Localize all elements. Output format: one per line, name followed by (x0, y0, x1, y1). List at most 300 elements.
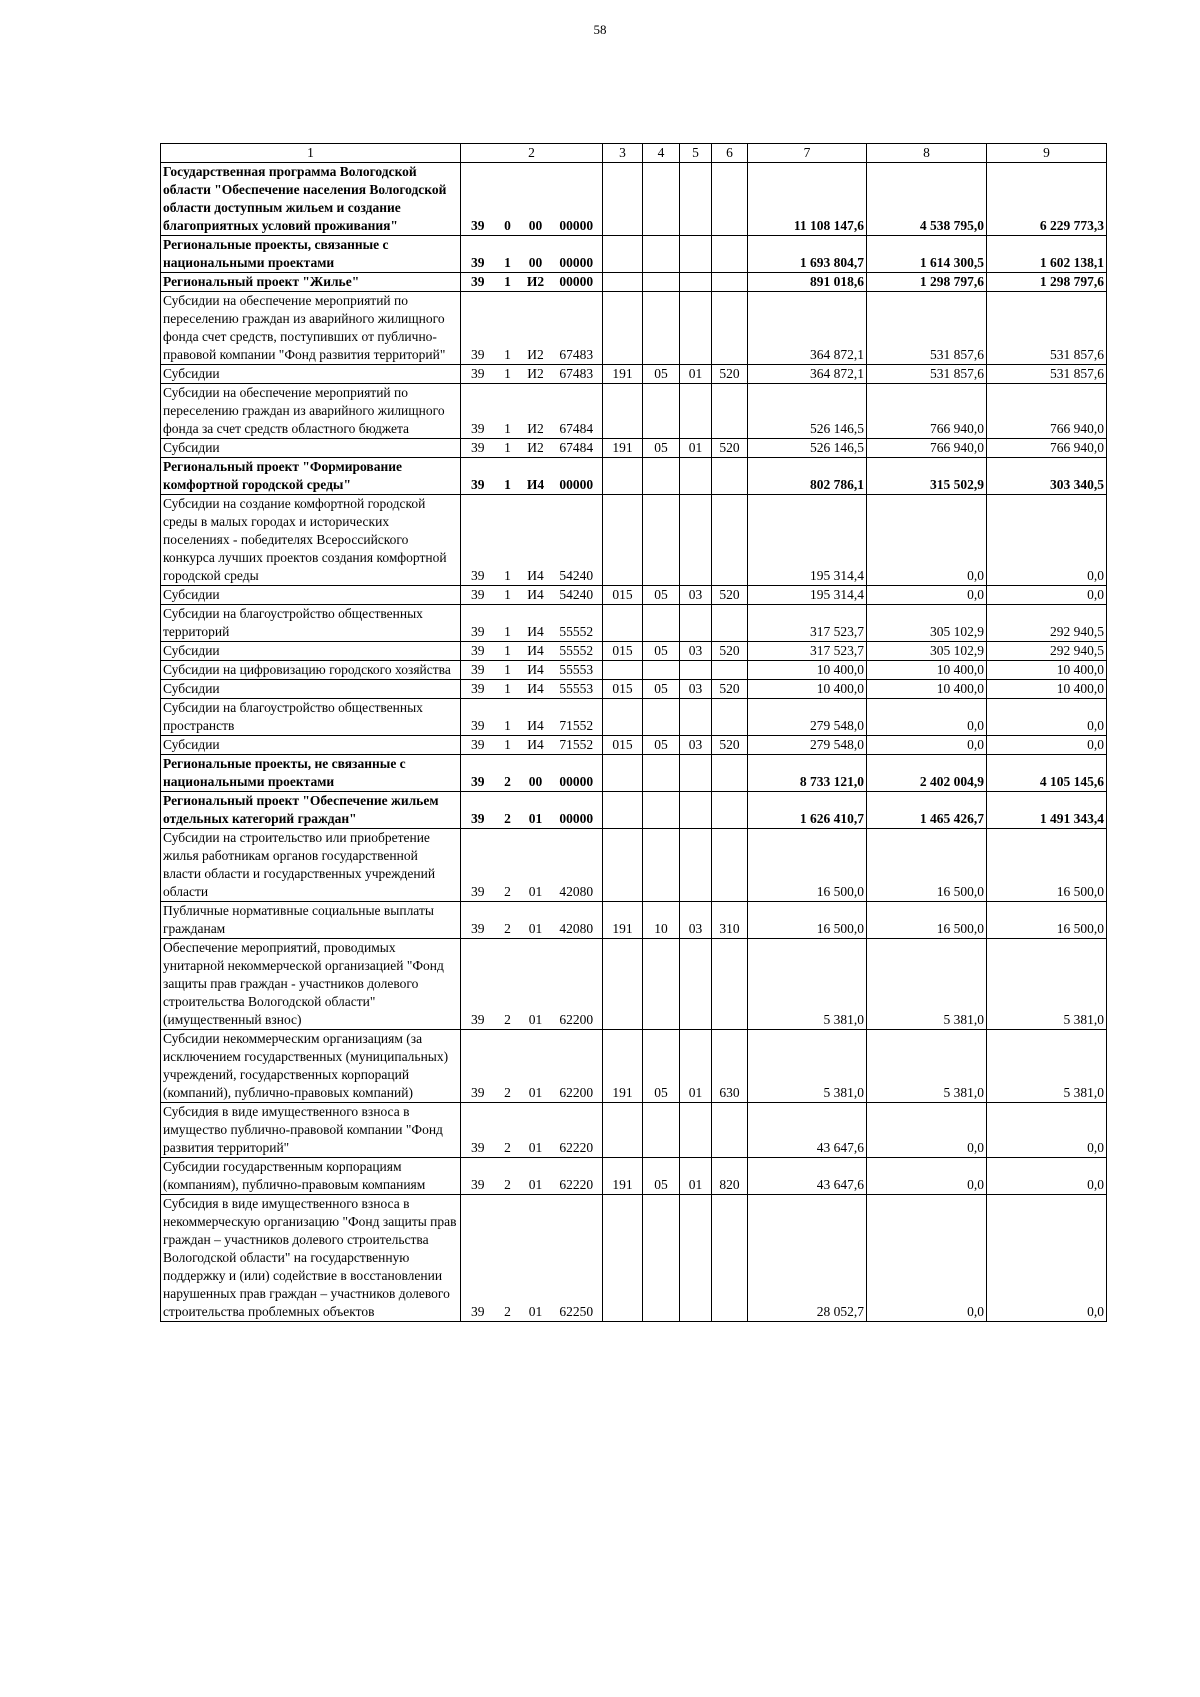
subsection-code: 01 (680, 439, 712, 458)
section-code: 05 (643, 1030, 680, 1103)
amount-col9: 531 857,6 (987, 292, 1107, 365)
amount-col7: 8 733 121,0 (748, 755, 867, 792)
code-type: 1 (495, 365, 521, 384)
code-type: 1 (495, 384, 521, 439)
row-name: Субсидии на строительство или приобретение жилья работникам органов государственной власти области и государственных учреждений области (161, 829, 461, 902)
section-code (643, 755, 680, 792)
code-project: 01 (521, 939, 551, 1030)
grbs-code (603, 699, 643, 736)
expense-type-code: 520 (712, 680, 748, 699)
table-row (161, 365, 1107, 384)
expense-type-code: 520 (712, 365, 748, 384)
code-project: И4 (521, 736, 551, 755)
header-cell-4: 4 (643, 144, 680, 163)
table-row (161, 1195, 1107, 1322)
grbs-code (603, 384, 643, 439)
code-direction: 54240 (551, 495, 603, 586)
amount-col7: 195 314,4 (748, 495, 867, 586)
row-name: Государственная программа Вологодской области "Обеспечение населения Вологодской области доступным жильем и создание благоприятных условий проживания" (161, 163, 461, 236)
amount-col9: 1 602 138,1 (987, 236, 1107, 273)
amount-col7: 43 647,6 (748, 1158, 867, 1195)
grbs-code: 191 (603, 1030, 643, 1103)
grbs-code (603, 236, 643, 273)
code-project: 01 (521, 1158, 551, 1195)
code-program: 39 (461, 939, 495, 1030)
amount-col9: 5 381,0 (987, 939, 1107, 1030)
code-program: 39 (461, 642, 495, 661)
amount-col7: 10 400,0 (748, 680, 867, 699)
subsection-code (680, 273, 712, 292)
code-program: 39 (461, 1195, 495, 1322)
amount-col7: 5 381,0 (748, 939, 867, 1030)
code-direction: 71552 (551, 699, 603, 736)
subsection-code: 01 (680, 1030, 712, 1103)
table-row (161, 439, 1107, 458)
section-code: 05 (643, 680, 680, 699)
code-program: 39 (461, 384, 495, 439)
amount-col8: 0,0 (867, 1103, 987, 1158)
code-type: 2 (495, 792, 521, 829)
code-project: И4 (521, 680, 551, 699)
code-type: 1 (495, 586, 521, 605)
row-name: Региональный проект "Обеспечение жильем отдельных категорий граждан" (161, 792, 461, 829)
code-direction: 00000 (551, 458, 603, 495)
code-program: 39 (461, 792, 495, 829)
table-row (161, 1103, 1107, 1158)
amount-col8: 1 298 797,6 (867, 273, 987, 292)
section-code (643, 829, 680, 902)
section-code (643, 163, 680, 236)
code-program: 39 (461, 1103, 495, 1158)
amount-col8: 0,0 (867, 1195, 987, 1322)
expense-type-code: 520 (712, 642, 748, 661)
subsection-code (680, 792, 712, 829)
code-type: 0 (495, 163, 521, 236)
section-code: 05 (643, 736, 680, 755)
expense-type-code (712, 273, 748, 292)
grbs-code: 015 (603, 642, 643, 661)
subsection-code (680, 495, 712, 586)
grbs-code (603, 792, 643, 829)
code-type: 1 (495, 236, 521, 273)
code-program: 39 (461, 1030, 495, 1103)
section-code (643, 699, 680, 736)
amount-col8: 766 940,0 (867, 384, 987, 439)
row-name: Субсидия в виде имущественного взноса в некоммерческую организацию "Фонд защиты прав граждан – участников долевого строительства Вологодской области" на государственную поддержку и (или) содействие в восстановлении нарушенных прав граждан – участников долевого строительства проблемных объектов (161, 1195, 461, 1322)
expense-type-code (712, 829, 748, 902)
code-program: 39 (461, 605, 495, 642)
code-type: 1 (495, 273, 521, 292)
code-type: 2 (495, 1158, 521, 1195)
code-program: 39 (461, 365, 495, 384)
expense-type-code (712, 1103, 748, 1158)
page-number: 58 (593, 22, 607, 37)
section-code: 05 (643, 642, 680, 661)
header-cell-6: 6 (712, 144, 748, 163)
code-type: 2 (495, 902, 521, 939)
grbs-code (603, 605, 643, 642)
subsection-code (680, 829, 712, 902)
table-row (161, 755, 1107, 792)
code-program: 39 (461, 163, 495, 236)
amount-col7: 28 052,7 (748, 1195, 867, 1322)
grbs-code (603, 1103, 643, 1158)
row-name: Субсидии на обеспечение мероприятий по переселению граждан из аварийного жилищного фонда счет средств, поступивших от публично-правовой компании "Фонд развития территорий" (161, 292, 461, 365)
header-cell-5: 5 (680, 144, 712, 163)
row-name: Региональные проекты, не связанные с национальными проектами (161, 755, 461, 792)
code-direction: 00000 (551, 792, 603, 829)
amount-col8: 305 102,9 (867, 642, 987, 661)
header-cell-2: 2 (461, 144, 603, 163)
expense-type-code: 520 (712, 586, 748, 605)
table-row (161, 642, 1107, 661)
subsection-code (680, 1103, 712, 1158)
code-direction: 67483 (551, 365, 603, 384)
amount-col9: 16 500,0 (987, 829, 1107, 902)
code-type: 1 (495, 699, 521, 736)
section-code: 05 (643, 365, 680, 384)
table-row (161, 273, 1107, 292)
grbs-code: 015 (603, 736, 643, 755)
section-code (643, 495, 680, 586)
amount-col8: 4 538 795,0 (867, 163, 987, 236)
subsection-code (680, 458, 712, 495)
grbs-code: 191 (603, 365, 643, 384)
expense-type-code (712, 292, 748, 365)
amount-col8: 16 500,0 (867, 829, 987, 902)
table-row (161, 661, 1107, 680)
amount-col7: 279 548,0 (748, 699, 867, 736)
table-row (161, 1158, 1107, 1195)
grbs-code (603, 755, 643, 792)
code-program: 39 (461, 273, 495, 292)
amount-col9: 5 381,0 (987, 1030, 1107, 1103)
subsection-code: 01 (680, 1158, 712, 1195)
table-header-row (161, 144, 1107, 163)
code-program: 39 (461, 736, 495, 755)
code-program: 39 (461, 755, 495, 792)
expense-type-code (712, 605, 748, 642)
row-name: Субсидии на цифровизацию городского хозяйства (161, 661, 461, 680)
row-name: Субсидии (161, 365, 461, 384)
code-project: 01 (521, 902, 551, 939)
table-row (161, 829, 1107, 902)
code-program: 39 (461, 292, 495, 365)
grbs-code (603, 661, 643, 680)
code-direction: 62200 (551, 939, 603, 1030)
code-project: И4 (521, 642, 551, 661)
code-type: 2 (495, 829, 521, 902)
code-direction: 54240 (551, 586, 603, 605)
amount-col9: 292 940,5 (987, 605, 1107, 642)
row-name: Субсидии (161, 586, 461, 605)
row-name: Региональный проект "Формирование комфортной городской среды" (161, 458, 461, 495)
code-direction: 00000 (551, 273, 603, 292)
code-program: 39 (461, 661, 495, 680)
expense-type-code (712, 755, 748, 792)
expense-type-code (712, 458, 748, 495)
code-direction: 67484 (551, 439, 603, 458)
expense-type-code (712, 1195, 748, 1322)
amount-col7: 526 146,5 (748, 439, 867, 458)
code-program: 39 (461, 439, 495, 458)
grbs-code: 191 (603, 439, 643, 458)
amount-col9: 0,0 (987, 699, 1107, 736)
subsection-code (680, 661, 712, 680)
expense-type-code (712, 163, 748, 236)
code-program: 39 (461, 699, 495, 736)
code-type: 1 (495, 661, 521, 680)
row-name: Субсидии на благоустройство общественных пространств (161, 699, 461, 736)
code-direction: 62220 (551, 1158, 603, 1195)
expense-type-code (712, 939, 748, 1030)
code-direction: 00000 (551, 755, 603, 792)
table-row (161, 792, 1107, 829)
code-project: И2 (521, 439, 551, 458)
amount-col8: 5 381,0 (867, 939, 987, 1030)
table-row (161, 939, 1107, 1030)
section-code (643, 384, 680, 439)
row-name: Субсидии на создание комфортной городской среды в малых городах и исторических поселениях - победителях Всероссийского конкурса лучших проектов создания комфортной городской среды (161, 495, 461, 586)
code-type: 1 (495, 292, 521, 365)
amount-col9: 10 400,0 (987, 661, 1107, 680)
table-row (161, 699, 1107, 736)
section-code: 05 (643, 586, 680, 605)
amount-col8: 10 400,0 (867, 661, 987, 680)
header-cell-8: 8 (867, 144, 987, 163)
amount-col8: 305 102,9 (867, 605, 987, 642)
expense-type-code: 820 (712, 1158, 748, 1195)
amount-col8: 0,0 (867, 699, 987, 736)
code-type: 2 (495, 1030, 521, 1103)
code-direction: 00000 (551, 163, 603, 236)
expense-type-code (712, 792, 748, 829)
header-cell-1: 1 (161, 144, 461, 163)
code-project: И2 (521, 365, 551, 384)
code-direction: 55552 (551, 605, 603, 642)
code-type: 1 (495, 495, 521, 586)
code-project: 01 (521, 1195, 551, 1322)
code-direction: 42080 (551, 902, 603, 939)
section-code (643, 661, 680, 680)
code-type: 1 (495, 605, 521, 642)
table-row (161, 902, 1107, 939)
amount-col7: 11 108 147,6 (748, 163, 867, 236)
code-direction: 00000 (551, 236, 603, 273)
amount-col8: 10 400,0 (867, 680, 987, 699)
expense-type-code (712, 699, 748, 736)
amount-col8: 16 500,0 (867, 902, 987, 939)
table-row (161, 1030, 1107, 1103)
amount-col7: 16 500,0 (748, 829, 867, 902)
section-code (643, 605, 680, 642)
section-code (643, 236, 680, 273)
section-code (643, 1103, 680, 1158)
code-direction: 62200 (551, 1030, 603, 1103)
code-direction: 55552 (551, 642, 603, 661)
amount-col9: 0,0 (987, 495, 1107, 586)
amount-col8: 1 614 300,5 (867, 236, 987, 273)
code-project: И2 (521, 292, 551, 365)
row-name: Субсидии государственным корпорациям (компаниям), публично-правовым компаниям (161, 1158, 461, 1195)
code-type: 1 (495, 458, 521, 495)
grbs-code (603, 939, 643, 1030)
expense-type-code: 310 (712, 902, 748, 939)
amount-col9: 766 940,0 (987, 439, 1107, 458)
grbs-code (603, 458, 643, 495)
subsection-code (680, 163, 712, 236)
code-program: 39 (461, 458, 495, 495)
grbs-code (603, 163, 643, 236)
subsection-code: 03 (680, 902, 712, 939)
table-row (161, 586, 1107, 605)
subsection-code: 03 (680, 642, 712, 661)
row-name: Субсидии (161, 642, 461, 661)
amount-col7: 1 626 410,7 (748, 792, 867, 829)
amount-col8: 531 857,6 (867, 292, 987, 365)
code-project: 01 (521, 1030, 551, 1103)
expense-type-code: 520 (712, 439, 748, 458)
amount-col8: 2 402 004,9 (867, 755, 987, 792)
code-direction: 62220 (551, 1103, 603, 1158)
code-type: 1 (495, 736, 521, 755)
expense-type-code (712, 661, 748, 680)
code-project: И4 (521, 495, 551, 586)
subsection-code: 03 (680, 736, 712, 755)
amount-col9: 0,0 (987, 1158, 1107, 1195)
amount-col8: 0,0 (867, 495, 987, 586)
amount-col7: 43 647,6 (748, 1103, 867, 1158)
code-project: И4 (521, 586, 551, 605)
budget-table (160, 143, 1107, 1322)
code-direction: 42080 (551, 829, 603, 902)
subsection-code (680, 292, 712, 365)
section-code (643, 1195, 680, 1322)
subsection-code (680, 605, 712, 642)
amount-col7: 16 500,0 (748, 902, 867, 939)
code-type: 1 (495, 680, 521, 699)
amount-col9: 0,0 (987, 736, 1107, 755)
grbs-code (603, 292, 643, 365)
code-project: И2 (521, 273, 551, 292)
amount-col8: 531 857,6 (867, 365, 987, 384)
section-code (643, 939, 680, 1030)
subsection-code (680, 699, 712, 736)
amount-col7: 1 693 804,7 (748, 236, 867, 273)
code-program: 39 (461, 495, 495, 586)
subsection-code (680, 384, 712, 439)
amount-col9: 10 400,0 (987, 680, 1107, 699)
row-name: Региональные проекты, связанные с национальными проектами (161, 236, 461, 273)
expense-type-code: 520 (712, 736, 748, 755)
amount-col9: 0,0 (987, 1195, 1107, 1322)
amount-col9: 0,0 (987, 586, 1107, 605)
amount-col9: 303 340,5 (987, 458, 1107, 495)
amount-col9: 0,0 (987, 1103, 1107, 1158)
expense-type-code (712, 495, 748, 586)
table-row (161, 384, 1107, 439)
amount-col9: 1 298 797,6 (987, 273, 1107, 292)
code-project: И4 (521, 699, 551, 736)
amount-col8: 0,0 (867, 736, 987, 755)
row-name: Субсидии на благоустройство общественных территорий (161, 605, 461, 642)
code-type: 2 (495, 1195, 521, 1322)
table-row (161, 605, 1107, 642)
header-cell-9: 9 (987, 144, 1107, 163)
section-code (643, 292, 680, 365)
row-name: Субсидии (161, 736, 461, 755)
section-code: 05 (643, 1158, 680, 1195)
header-cell-3: 3 (603, 144, 643, 163)
amount-col7: 802 786,1 (748, 458, 867, 495)
row-name: Субсидия в виде имущественного взноса в имущество публично-правовой компании "Фонд развития территорий" (161, 1103, 461, 1158)
code-program: 39 (461, 1158, 495, 1195)
code-type: 2 (495, 755, 521, 792)
row-name: Публичные нормативные социальные выплаты гражданам (161, 902, 461, 939)
amount-col7: 5 381,0 (748, 1030, 867, 1103)
code-project: 00 (521, 755, 551, 792)
grbs-code: 015 (603, 586, 643, 605)
code-type: 2 (495, 1103, 521, 1158)
code-direction: 62250 (551, 1195, 603, 1322)
expense-type-code: 630 (712, 1030, 748, 1103)
expense-type-code (712, 384, 748, 439)
amount-col7: 317 523,7 (748, 642, 867, 661)
section-code: 05 (643, 439, 680, 458)
code-direction: 67483 (551, 292, 603, 365)
grbs-code: 191 (603, 1158, 643, 1195)
amount-col9: 16 500,0 (987, 902, 1107, 939)
expense-type-code (712, 236, 748, 273)
subsection-code (680, 939, 712, 1030)
code-type: 1 (495, 642, 521, 661)
amount-col8: 1 465 426,7 (867, 792, 987, 829)
section-code (643, 273, 680, 292)
subsection-code: 01 (680, 365, 712, 384)
grbs-code (603, 829, 643, 902)
table-row (161, 495, 1107, 586)
amount-col8: 0,0 (867, 586, 987, 605)
amount-col7: 10 400,0 (748, 661, 867, 680)
code-direction: 55553 (551, 661, 603, 680)
table-row (161, 292, 1107, 365)
code-program: 39 (461, 236, 495, 273)
code-program: 39 (461, 829, 495, 902)
row-name: Субсидии на обеспечение мероприятий по переселению граждан из аварийного жилищного фонда за счет средств областного бюджета (161, 384, 461, 439)
amount-col9: 766 940,0 (987, 384, 1107, 439)
amount-col9: 292 940,5 (987, 642, 1107, 661)
amount-col7: 364 872,1 (748, 292, 867, 365)
amount-col8: 766 940,0 (867, 439, 987, 458)
amount-col9: 531 857,6 (987, 365, 1107, 384)
code-direction: 55553 (551, 680, 603, 699)
subsection-code: 03 (680, 586, 712, 605)
code-project: 01 (521, 829, 551, 902)
code-project: И4 (521, 458, 551, 495)
table-row (161, 680, 1107, 699)
code-project: И2 (521, 384, 551, 439)
amount-col8: 5 381,0 (867, 1030, 987, 1103)
subsection-code (680, 1195, 712, 1322)
row-name: Обеспечение мероприятий, проводимых унитарной некоммерческой организацией "Фонд защиты прав граждан - участников долевого строительства Вологодской области" (имущественный взнос) (161, 939, 461, 1030)
amount-col8: 315 502,9 (867, 458, 987, 495)
amount-col9: 4 105 145,6 (987, 755, 1107, 792)
amount-col9: 6 229 773,3 (987, 163, 1107, 236)
table-row (161, 236, 1107, 273)
amount-col7: 195 314,4 (748, 586, 867, 605)
amount-col7: 364 872,1 (748, 365, 867, 384)
code-project: 00 (521, 236, 551, 273)
